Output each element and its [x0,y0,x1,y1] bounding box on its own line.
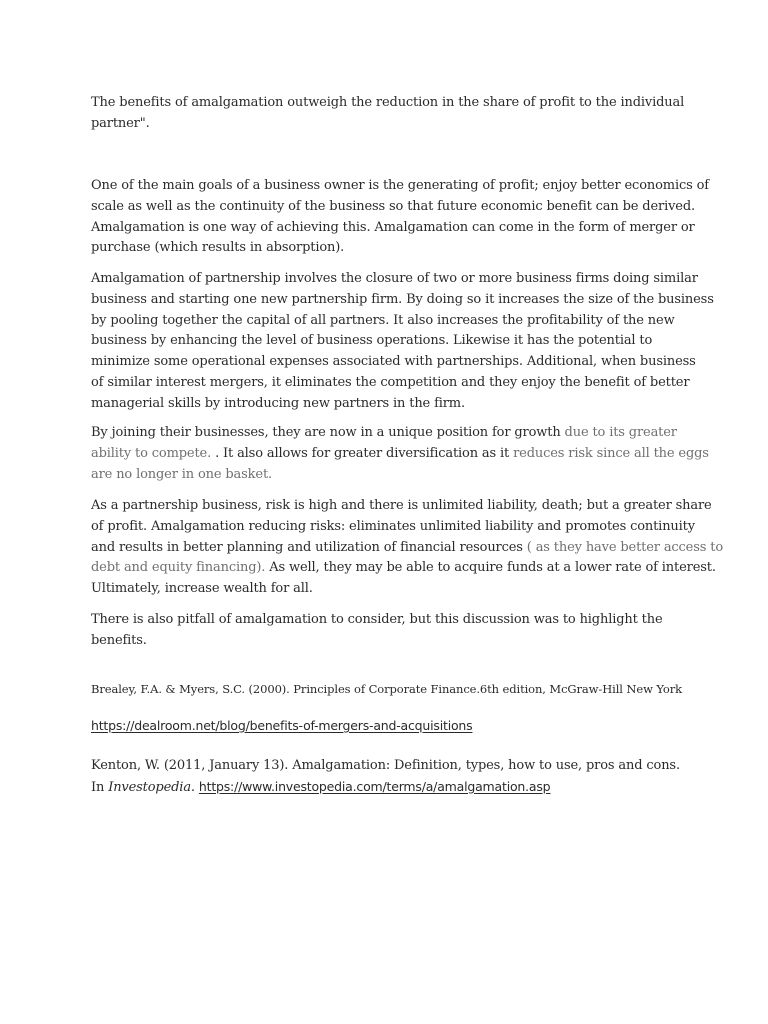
paragraph-line: managerial skills by introducing new partners in the firm. [91,395,465,411]
quote-line-2: partner". [91,115,150,131]
quote-paragraph [91,93,691,135]
reference-line: Kenton, W. (2011, January 13). Amalgamation: Definition, types, how to use, pros and cons. [91,758,680,773]
paragraph-line: scale as well as the continuity of the business so that future economic benefit can be derived. [91,198,695,214]
paragraph-line: benefits. [91,632,147,648]
quoted-text-run: due to its greater [564,425,677,440]
reference-line [91,777,680,799]
text-run: and results in better planning and utilization of financial resources [91,539,527,555]
paragraph-line [91,558,716,579]
paragraph-line: Amalgamation of partnership involves the closure of two or more business firms doing similar [91,271,698,286]
reference-brealey: Brealey, F.A. & Myers, S.C. (2000). Principles of Corporate Finance.6th edition, McGraw-Hill New York [91,682,682,696]
text-run: In [91,779,109,795]
paragraph-line: business and starting one new partnership firm. By doing so it increases the size of the business [91,291,714,307]
quoted-text-run: debt and equity financing). [91,560,270,576]
paragraph-line: business by enhancing the level of business operations. Likewise it has the potential to [91,333,653,349]
paragraph-line: There is also pitfall of amalgamation to consider, but this discussion was to highlight the [91,612,663,627]
paragraph-line [91,423,691,444]
paragraph-line: One of the main goals of a business owner is the generating of profit; enjoy better economics of [91,178,709,193]
paragraph-risk [91,496,723,600]
reference-dealroom [91,715,472,734]
paragraph-line: As a partnership business, risk is high and there is unlimited liability, death; but a greater share [91,498,712,513]
paragraph-line: minimize some operational expenses associated with partnerships. Additional, when business [91,354,696,370]
paragraph-partnership-amalgamation [91,269,714,415]
text-run: By joining their businesses, they are now in a unique position for growth [91,425,565,440]
source-title: Investopedia. [108,779,195,795]
paragraph-line: Ultimately, increase wealth for all. [91,581,313,597]
dealroom-link[interactable]: https://dealroom.net/blog/benefits-of-mergers-and-acquisitions [91,718,473,733]
paragraph-line [91,538,723,559]
text-run: . It also allows for greater diversification as it [215,445,514,461]
paragraph-pitfall [91,610,691,652]
paragraph-line: by pooling together the capital of all partners. It also increases the profitability of the new [91,312,675,328]
quoted-text-run: ( as they have better access to [526,539,723,555]
paragraph-profit-goals [91,176,709,259]
quoted-text-run: reduces risk since all the eggs [513,445,709,461]
paragraph-line: of profit. Amalgamation reducing risks: eliminates unlimited liability and promotes continuity [91,518,695,534]
reference-kenton [91,756,680,799]
text-run: As well, they may be able to acquire funds at a lower rate of interest. [269,560,716,576]
paragraph-line [91,444,709,465]
quoted-text-run: ability to compete. [91,445,216,461]
investopedia-link[interactable]: https://www.investopedia.com/terms/a/amalgamation.asp [198,778,551,794]
paragraph-line: purchase (which results in absorption). [91,240,345,256]
quote-line-1: The benefits of amalgamation outweigh the reduction in the share of profit to the individual [91,95,685,110]
paragraph-line: are no longer in one basket. [91,466,272,482]
paragraph-growth [91,423,709,485]
paragraph-line: of similar interest mergers, it eliminates the competition and they enjoy the benefit of better [91,374,690,390]
paragraph-line: Amalgamation is one way of achieving this. Amalgamation can come in the form of merger or [91,219,695,235]
